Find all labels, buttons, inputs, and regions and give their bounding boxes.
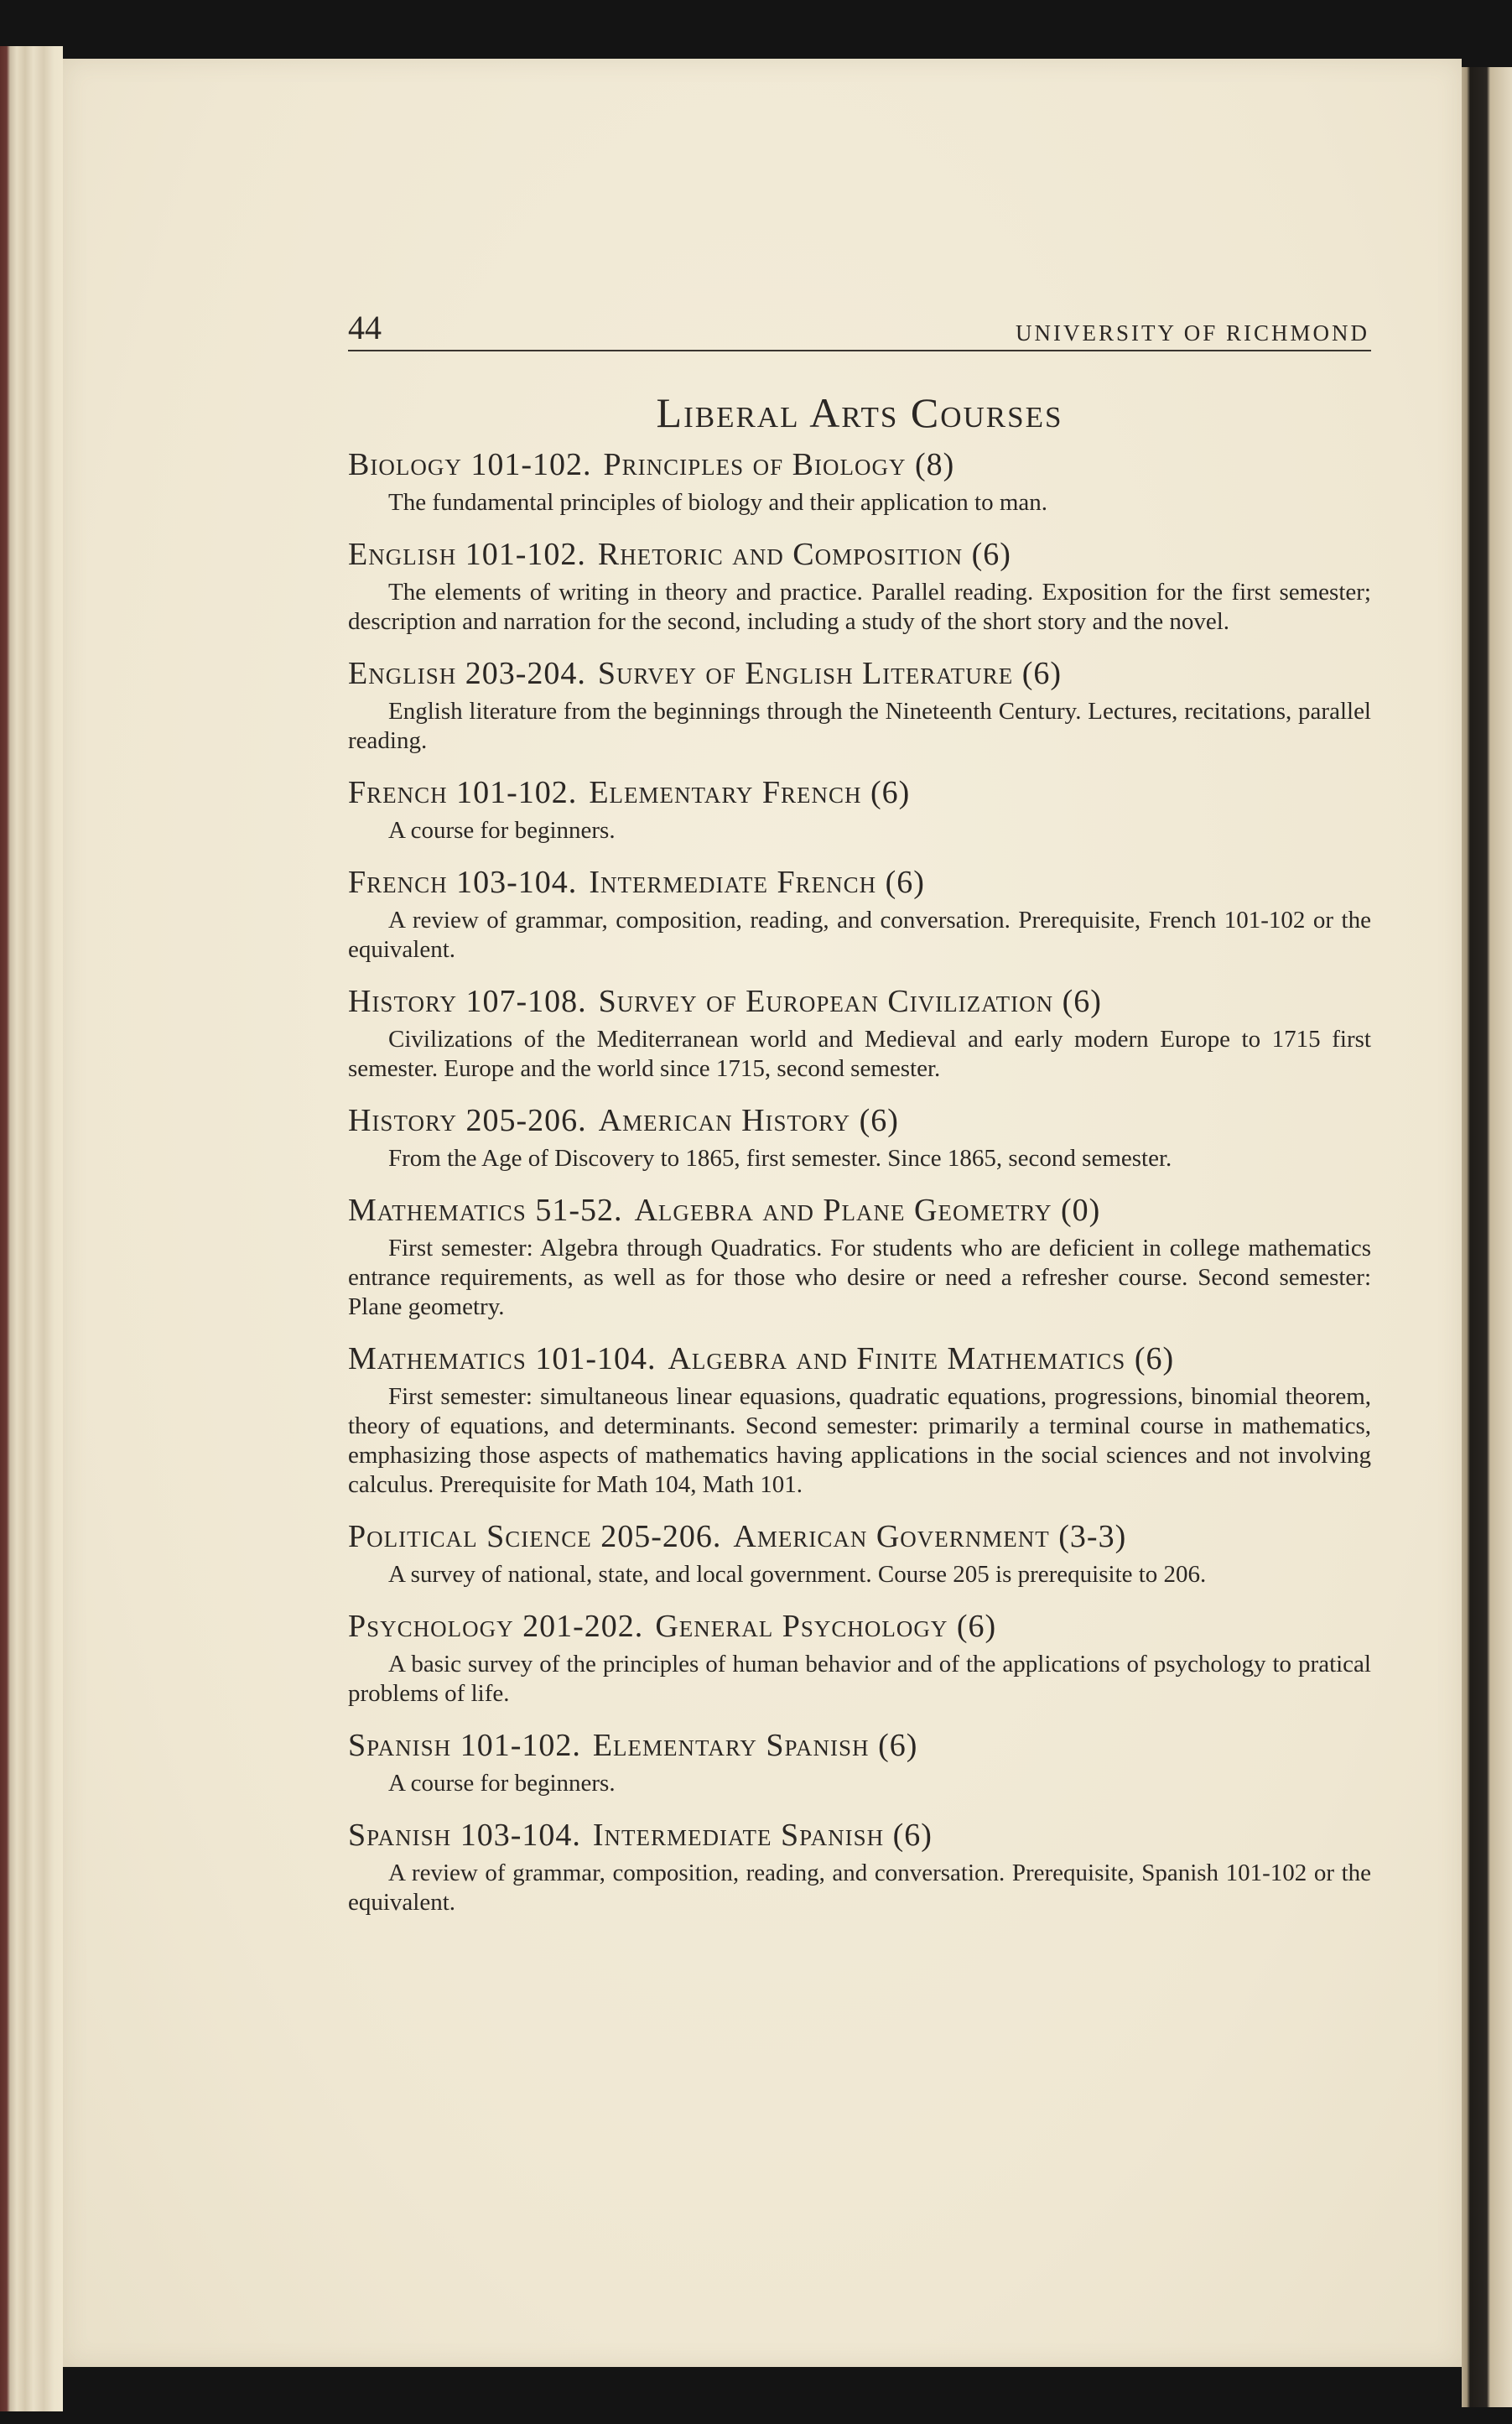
course-department: Political Science [348, 1519, 592, 1554]
course-entry [348, 1516, 1371, 1589]
course-department: Mathematics [348, 1193, 527, 1228]
course-credits: (6) [1021, 656, 1063, 691]
course-heading [348, 534, 1371, 575]
course-number: 101-102. [470, 447, 592, 482]
course-credits: (6) [971, 537, 1011, 572]
course-entry [348, 534, 1371, 637]
course-credits: (6) [859, 1103, 899, 1138]
course-department: English [348, 656, 457, 691]
course-number: 203-204. [465, 656, 586, 691]
course-title: Rhetoric and Composition [597, 537, 964, 572]
course-title: General Psychology [655, 1609, 948, 1644]
course-credits: (0) [1060, 1193, 1101, 1228]
course-title: Intermediate Spanish [592, 1818, 885, 1853]
course-title: Algebra and Plane Geometry [634, 1193, 1052, 1228]
course-entry [348, 772, 1371, 845]
course-number: 107-108. [465, 984, 587, 1019]
course-description: A course for beginners. [388, 1770, 616, 1797]
course-heading [348, 653, 1371, 694]
course-department: French [348, 775, 448, 810]
course-heading [348, 772, 1371, 813]
course-title: American History [598, 1103, 851, 1138]
page-number: 44 [348, 309, 382, 346]
course-description: A survey of national, state, and local government. Course 205 is prerequisite to 206. [388, 1561, 1207, 1588]
course-department: Biology [348, 447, 462, 482]
course-heading [348, 862, 1371, 902]
course-title: Algebra and Finite Mathematics [668, 1341, 1126, 1376]
course-department: French [348, 865, 448, 900]
course-entry [348, 981, 1371, 1084]
course-entry [348, 1100, 1371, 1173]
course-entry [348, 653, 1371, 756]
course-entry [348, 1339, 1371, 1500]
course-title: Survey of English Literature [597, 656, 1014, 691]
course-department: History [348, 984, 457, 1019]
course-entry [348, 1815, 1371, 1917]
course-entry [348, 1190, 1371, 1322]
course-credits: (6) [1062, 984, 1102, 1019]
course-department: History [348, 1103, 457, 1138]
course-number: 51-52. [535, 1193, 623, 1228]
course-title: Survey of European Civilization [598, 984, 1054, 1019]
course-number: 101-102. [456, 775, 578, 810]
course-heading [348, 1339, 1371, 1379]
course-heading [348, 1815, 1371, 1855]
course-number: 103-104. [460, 1818, 581, 1853]
course-entry [348, 445, 1371, 518]
course-heading [348, 1100, 1371, 1141]
course-department: Psychology [348, 1609, 514, 1644]
course-title: Principles of Biology [603, 447, 907, 482]
course-description: From the Age of Discovery to 1865, first semester. Since 1865, second semester. [388, 1145, 1172, 1172]
course-description: First semester: Algebra through Quadratics. For students who are deficient in college mathematics entrance requirements, as well as for those who desire or need a refresher course. Second semester: Plane geometry. [348, 1235, 1371, 1320]
course-heading [348, 981, 1371, 1022]
course-description: A review of grammar, composition, reading, and conversation. Prerequisite, Spanish 101-102 or the equivalent. [348, 1860, 1371, 1916]
course-entry [348, 1606, 1371, 1709]
course-description: The fundamental principles of biology and their application to man. [388, 489, 1048, 516]
course-description: A course for beginners. [388, 817, 616, 844]
course-number: 103-104. [456, 865, 578, 900]
course-credits: (6) [956, 1609, 997, 1644]
section-title: Liberal Arts Courses [656, 389, 1063, 436]
course-department: Spanish [348, 1728, 452, 1763]
course-entry [348, 1725, 1371, 1798]
course-description: Civilizations of the Mediterranean world and Medieval and early modern Europe to 1715 first semester. Europe and the world since 1715, second semester. [348, 1026, 1371, 1082]
course-number: 101-102. [460, 1728, 581, 1763]
course-description: A basic survey of the principles of human behavior and of the applications of psychology to pratical problems of life. [348, 1651, 1371, 1707]
running-header [348, 306, 1371, 351]
course-entry [348, 862, 1371, 965]
course-description: English literature from the beginnings through the Nineteenth Century. Lectures, recitations, parallel reading. [348, 698, 1371, 754]
book-page-edges-left [0, 46, 63, 2411]
course-credits: (6) [870, 775, 911, 810]
course-list [348, 445, 1371, 1934]
course-department: English [348, 537, 457, 572]
course-heading [348, 445, 1371, 485]
course-number: 205-206. [600, 1519, 722, 1554]
course-heading [348, 1725, 1371, 1766]
course-title: Intermediate French [589, 865, 877, 900]
course-heading [348, 1516, 1371, 1557]
course-number: 101-102. [465, 537, 586, 572]
course-title: Elementary French [589, 775, 862, 810]
course-description: A review of grammar, composition, reading, and conversation. Prerequisite, French 101-102 or the equivalent. [348, 907, 1371, 963]
course-credits: (6) [878, 1728, 918, 1763]
course-credits: (6) [1134, 1341, 1175, 1376]
course-credits: (3-3) [1058, 1519, 1127, 1554]
course-heading [348, 1606, 1371, 1646]
course-title: Elementary Spanish [592, 1728, 870, 1763]
course-credits: (6) [892, 1818, 933, 1853]
course-heading [348, 1190, 1371, 1230]
book-page-edges-right [1462, 67, 1512, 2407]
course-credits: (6) [885, 865, 925, 900]
course-department: Spanish [348, 1818, 452, 1853]
course-description: First semester: simultaneous linear equasions, quadratic equations, progressions, binomial theorem, theory of equations, and determinants. Second semester: primarily a terminal course in mathematics, emphasizing those aspects of mathematics having applications in the social sciences and not involving calculus. Prerequisite for Math 104, Math 101. [348, 1383, 1371, 1498]
course-department: Mathematics [348, 1341, 527, 1376]
running-header-title: UNIVERSITY OF RICHMOND [1015, 320, 1369, 346]
course-title: American Government [733, 1519, 1050, 1554]
course-number: 101-104. [535, 1341, 657, 1376]
course-number: 205-206. [465, 1103, 587, 1138]
course-description: The elements of writing in theory and practice. Parallel reading. Exposition for the first semester; description and narration for the second, including a study of the short story and the novel. [348, 579, 1371, 635]
course-number: 201-202. [522, 1609, 644, 1644]
course-credits: (8) [914, 447, 955, 482]
